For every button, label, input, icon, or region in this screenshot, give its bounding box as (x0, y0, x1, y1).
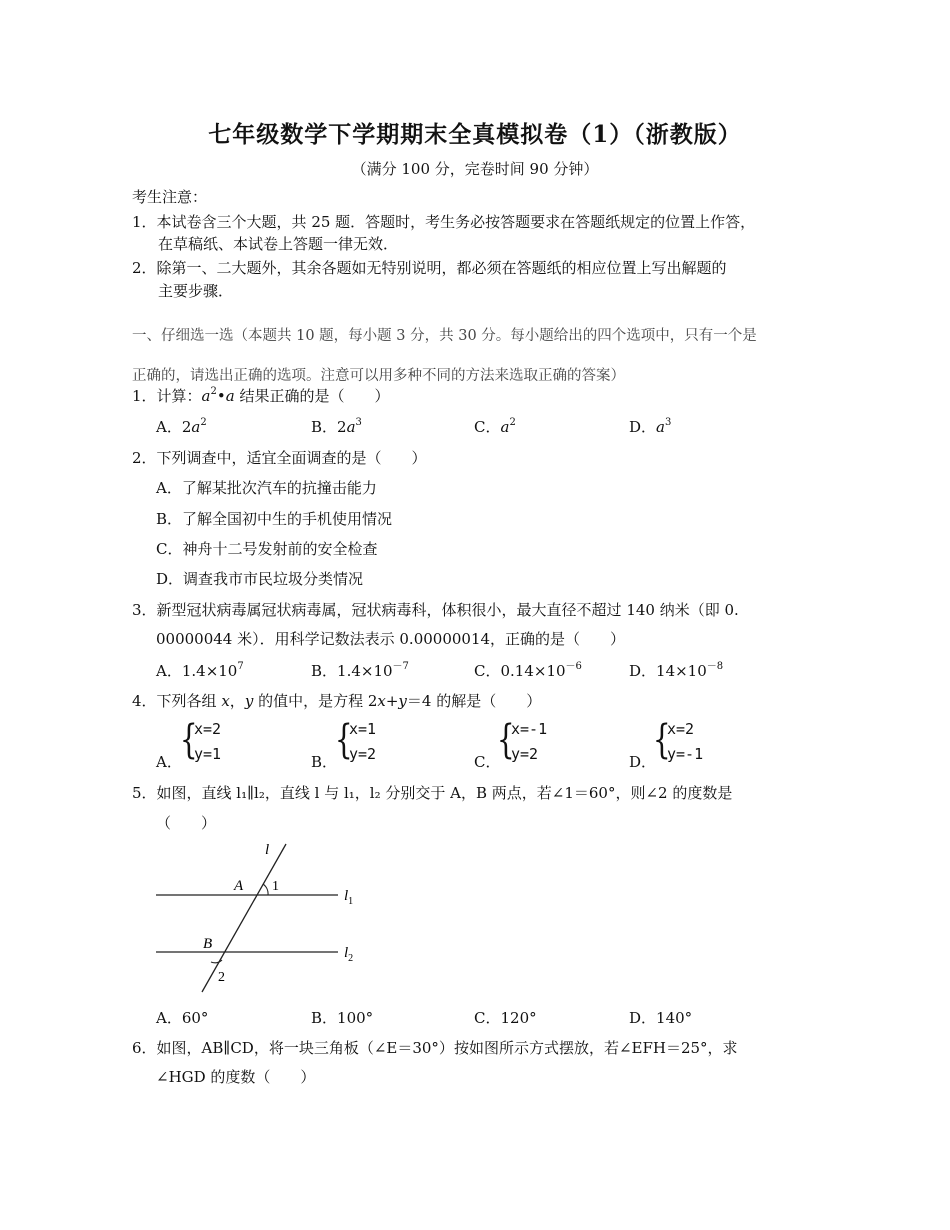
q5-option-b[interactable]: B．100° (311, 1009, 374, 1027)
notice-item-1-cont: 在草稿纸、本试卷上答题一律无效． (158, 235, 399, 253)
label-l1: $l_1$ (344, 888, 354, 907)
q3-option-c[interactable]: C．$0.14\times 10^{-6}$ (474, 661, 582, 680)
line-l (202, 844, 286, 992)
section-1-heading: 一、仔细选一选（本题共 10 题，每小题 3 分，共 30 分。每小题给出的四个选项中，只有一个是 (132, 328, 757, 344)
q4-option-d-label[interactable]: D． (629, 753, 657, 771)
q4-option-c-label[interactable]: C． (474, 753, 501, 771)
brace-icon: { (334, 717, 353, 763)
q3-option-a[interactable]: A．$1.4\times 10^7$ (156, 661, 244, 680)
label-l2: $l_2$ (344, 945, 354, 964)
q5-option-a[interactable]: A．60° (156, 1009, 209, 1027)
brace-icon: { (496, 717, 515, 763)
q4-option-c-system[interactable]: { x=-1 y=2 (496, 717, 548, 763)
q4-option-b-system[interactable]: { x=1 y=2 (334, 717, 377, 763)
question-3-stem: 3．新型冠状病毒属冠状病毒属，冠状病毒科，体积很小，最大直径不超过 140 纳米（即 0. (132, 601, 739, 619)
page-subtitle: （满分 100 分，完卷时间 90 分钟） (351, 160, 599, 178)
q2-option-a[interactable]: A．了解某批次汽车的抗撞击能力 (156, 479, 377, 497)
notice-item-1: 1．本试卷含三个大题，共 25 题．答题时，考生务必按答题要求在答题纸规定的位置上作答， (132, 213, 756, 231)
q5-option-d[interactable]: D．140° (629, 1009, 693, 1027)
question-5-stem: 5．如图，直线 l₁∥l₂，直线 l 与 l₁，l₂ 分别交于 A，B 两点，若∠1＝60°，则∠2 的度数是 (132, 784, 733, 802)
parallel-lines-figure (150, 838, 370, 998)
section-1-heading-cont: 正确的，请选出正确的选项。注意可以用多种不同的方法来选取正确的答案） (132, 368, 625, 384)
notice-item-2: 2．除第一、二大题外，其余各题如无特别说明，都必须在答题纸的相应位置上写出解题的 (132, 259, 727, 277)
q1-option-d[interactable]: D．$a^3$ (629, 417, 672, 436)
q4-option-a-system[interactable]: { x=2 y=1 (179, 717, 222, 763)
question-4-stem: 4．下列各组 x，y 的值中，是方程 2x+y＝4 的解是（ ） (132, 692, 542, 710)
label-angle-1: 1 (272, 879, 279, 894)
question-1-stem: 1．计算：$a^2•a$ 结果正确的是（ ） (132, 386, 390, 405)
q3-option-d[interactable]: D．$14\times 10^{-8}$ (629, 661, 724, 680)
notice-item-2-cont: 主要步骤． (158, 282, 234, 300)
q1-option-c[interactable]: C．$a^2$ (474, 417, 516, 436)
question-6-stem: 6．如图，AB∥CD，将一块三角板（∠E＝30°）按如图所示方式摆放，若∠EFH＝25°，求 (132, 1039, 738, 1057)
label-A: A (234, 878, 244, 894)
label-B: B (203, 936, 213, 952)
q1-option-b[interactable]: B．$2a^3$ (311, 417, 362, 436)
page-title: 七年级数学下学期期末全真模拟卷（1）（浙教版） (208, 121, 742, 148)
q3-option-b[interactable]: B．$1.4\times 10^{-7}$ (311, 661, 409, 680)
question-3-stem-cont: 00000044 米）．用科学记数法表示 0.00000014，正确的是（ ） (156, 630, 626, 648)
label-angle-2: 2 (218, 970, 225, 985)
q4-option-b-label[interactable]: B． (311, 753, 338, 771)
q5-option-c[interactable]: C．120° (474, 1009, 537, 1027)
brace-icon: { (179, 717, 198, 763)
question-5-stem-cont: （ ） (156, 814, 217, 832)
label-l: l (265, 842, 270, 858)
q2-option-c[interactable]: C．神舟十二号发射前的安全检查 (156, 540, 378, 558)
q4-option-a-label[interactable]: A． (156, 753, 182, 771)
question-2-stem: 2．下列调查中，适宜全面调查的是（ ） (132, 449, 427, 467)
q2-option-b[interactable]: B．了解全国初中生的手机使用情况 (156, 510, 393, 528)
notice-heading: 考生注意： (132, 188, 208, 206)
brace-icon: { (652, 717, 671, 763)
angle-1-arc (263, 884, 268, 895)
q1-option-a[interactable]: A．$2a^2$ (156, 417, 207, 436)
q4-option-d-system[interactable]: { x=2 y=-1 (652, 717, 704, 763)
question-6-stem-cont: ∠HGD 的度数（ ） (156, 1068, 316, 1086)
q2-option-d[interactable]: D．调查我市市民垃圾分类情况 (156, 570, 364, 588)
